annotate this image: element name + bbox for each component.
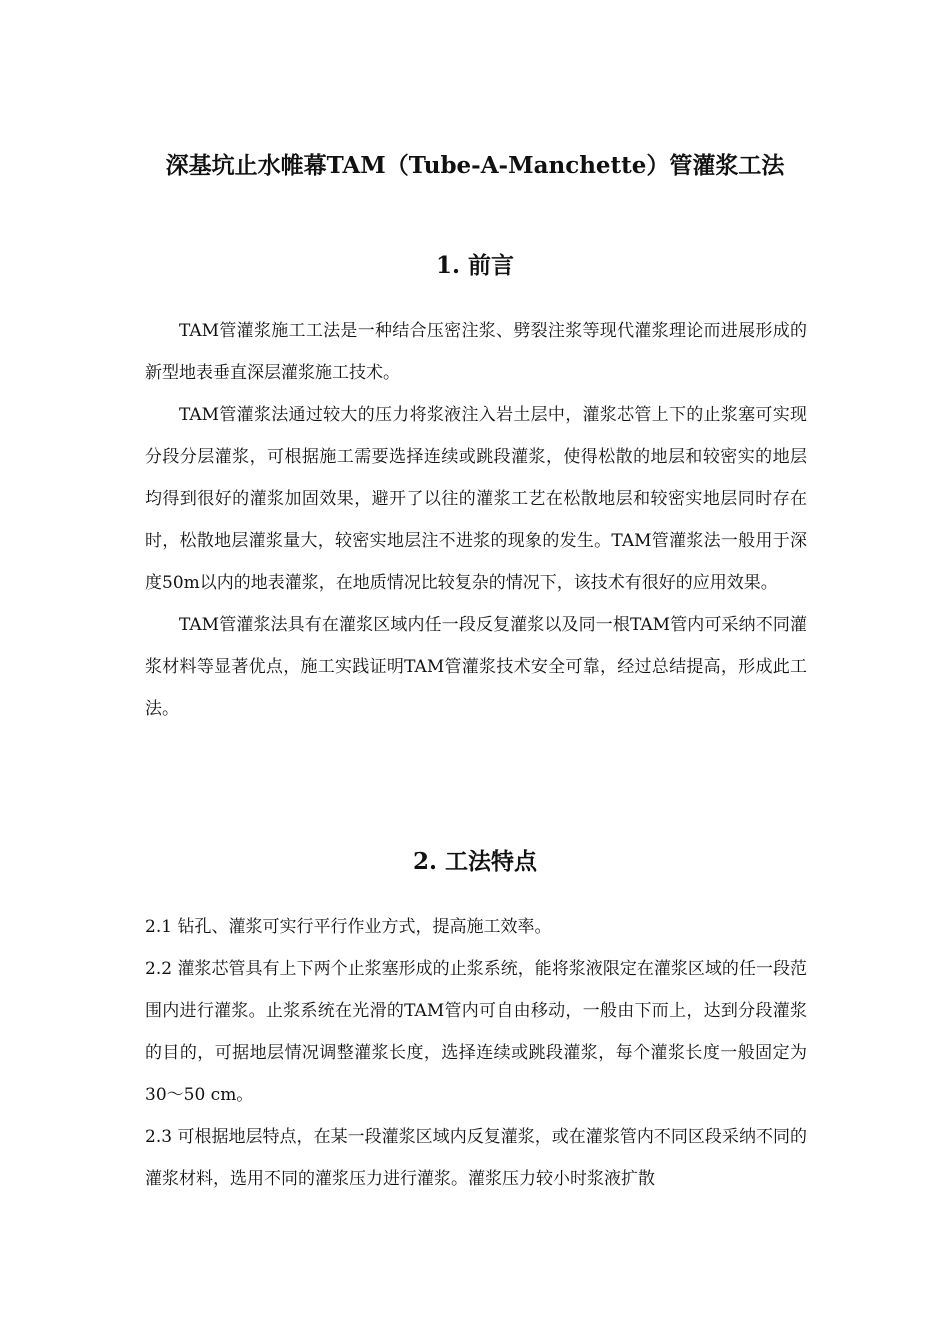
document-title: 深基坑止水帷幕TAM（Tube-A-Manchette）管灌浆工法 <box>165 152 785 179</box>
feature-item: 2.3 可根据地层特点，在某一段灌浆区域内反复灌浆，或在灌浆管内不同区段采纳不同的灌浆材料，选用不同的灌浆压力进行灌浆。灌浆压力较小时浆液扩散 <box>145 1127 807 1189</box>
section-heading-preface: 1. 前言 <box>435 252 515 279</box>
preface-paragraph: TAM管灌浆法通过较大的压力将浆液注入岩土层中，灌浆芯管上下的止浆塞可实现分段分层灌浆，可根据施工需要选择连续或跳段灌浆，使得松散的地层和较密实的地层均得到很好的灌浆加固效果，避开了以往的灌浆工艺在松散地层和较密实地层同时存在时，松散地层灌浆量大，较密实地层注不进浆的现象的发生。TAM管灌浆法一般用于深度50m以内的地表灌浆，在地质情况比较复杂的情况下，该技术有很好的应用效果。 <box>145 405 807 593</box>
section-body-preface <box>145 310 807 730</box>
section-heading-features: 2. 工法特点 <box>412 848 538 875</box>
feature-item: 2.1 钻孔、灌浆可实行平行作业方式，提高施工效率。 <box>145 917 552 937</box>
section-body-features <box>145 906 807 1200</box>
feature-item: 2.2 灌浆芯管具有上下两个止浆塞形成的止浆系统，能将浆液限定在灌浆区域的任一段范围内进行灌浆。止浆系统在光滑的TAM管内可自由移动，一般由下而上，达到分段灌浆的目的，可据地层情况调整灌浆长度，选择连续或跳段灌浆，每个灌浆长度一般固定为30～50 cm。 <box>145 959 807 1105</box>
preface-paragraph: TAM管灌浆施工工法是一种结合压密注浆、劈裂注浆等现代灌浆理论而进展形成的新型地表垂直深层灌浆施工技术。 <box>145 321 807 383</box>
preface-paragraph: TAM管灌浆法具有在灌浆区域内任一段反复灌浆以及同一根TAM管内可采纳不同灌浆材料等显著优点，施工实践证明TAM管灌浆技术安全可靠，经过总结提高，形成此工法。 <box>145 615 807 719</box>
